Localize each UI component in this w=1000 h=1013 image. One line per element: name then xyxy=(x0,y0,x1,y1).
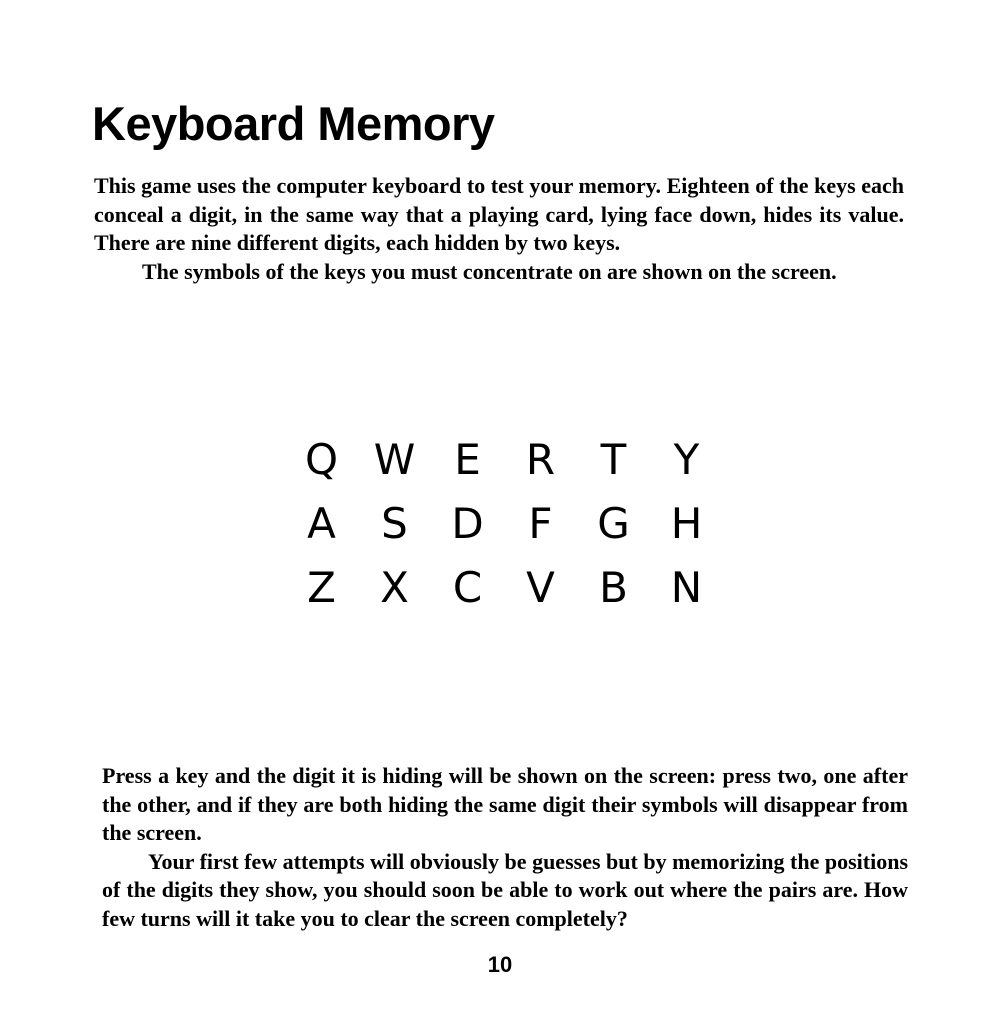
key-letter: N xyxy=(670,563,703,612)
page-number: 10 xyxy=(487,952,513,977)
key-letter: Z xyxy=(307,563,336,612)
outro-paragraph-1: Press a key and the digit it is hiding will be shown on the screen: press two, one after the other, and if they are both hiding the same digit their symbols will disappear from the screen. xyxy=(102,763,908,845)
key-letter: X xyxy=(380,563,409,612)
key-letter: R xyxy=(525,435,556,484)
intro-paragraph-2: The symbols of the keys you must concentrate on are shown on the screen. xyxy=(142,258,837,284)
key-letter: H xyxy=(670,499,703,548)
outro-paragraph-2: Your first few attempts will obviously be guesses but by memorizing the positions of the digits they show, you should soon be able to work out where the pairs are. How few turns will it take you to clear the screen completely? xyxy=(102,848,908,931)
key-letter: G xyxy=(597,499,630,548)
outro-text xyxy=(102,762,908,933)
key-letter: T xyxy=(600,435,627,484)
key-letter: C xyxy=(452,563,483,612)
key-letter: E xyxy=(454,435,481,484)
key-letter: A xyxy=(307,499,336,548)
key-letter: S xyxy=(381,499,408,548)
key-letter: V xyxy=(526,563,555,612)
intro-paragraph-1: This game uses the computer keyboard to test your memory. Eighteen of the keys each conceal a digit, in the same way that a playing card, lying face down, hides its value. There are nine different digits, each hidden by two keys. xyxy=(94,173,904,255)
key-letter: B xyxy=(599,563,628,612)
intro-text xyxy=(94,172,904,286)
key-grid xyxy=(285,428,723,620)
key-letter: D xyxy=(451,499,484,548)
page-title: Keyboard Memory xyxy=(92,97,495,150)
key-letter: F xyxy=(528,499,553,548)
key-letter: Y xyxy=(673,435,700,484)
key-letter: W xyxy=(373,435,416,484)
key-letter: Q xyxy=(304,435,339,484)
